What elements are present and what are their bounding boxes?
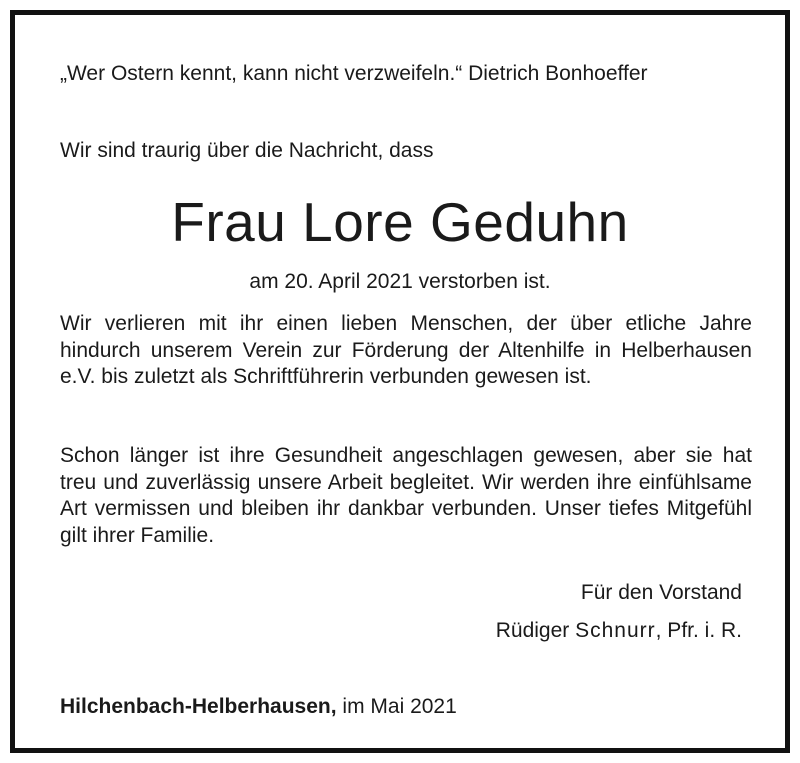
signature-name [496,618,742,644]
signature-role: Für den Vorstand [580,581,742,604]
death-date-line: am 20. April 2021 verstorben ist. [249,270,551,293]
signature-suffix: , Pfr. i. R. [655,619,742,642]
date-text: im Mai 2021 [336,695,457,718]
obituary-notice [10,10,790,753]
bonhoeffer-quote: „Wer Ostern kennt, kann nicht verzweifeln.“ Dietrich Bonhoeffer [60,62,648,85]
deceased-name: Frau Lore Geduhn [171,191,629,253]
intro-line: Wir sind traurig über die Nachricht, dass [60,139,434,162]
place-date-line [60,694,457,720]
paragraph-condolence: Schon länger ist ihre Gesundheit angeschlagen gewesen, aber sie hat treu und zuverlässig unsere Arbeit begleitet. Wir werden ihre einfühlsame Art vermissen und bleiben ihr dankbar verbunden. Unser tiefes Mitgefühl gilt ihrer Familie. [60,444,752,547]
signature-first-name: Rüdiger [495,619,576,642]
paragraph-tribute: Wir verlieren mit ihr einen lieben Menschen, der über etliche Jahre hindurch unserem Verein zur Förderung der Altenhilfe in Helberhausen e.V. bis zuletzt als Schriftführerin verbunden gewesen ist. [60,312,752,388]
place-name: Hilchenbach-Helberhausen, [60,695,337,718]
signature-last-name: Schnurr [575,619,656,642]
